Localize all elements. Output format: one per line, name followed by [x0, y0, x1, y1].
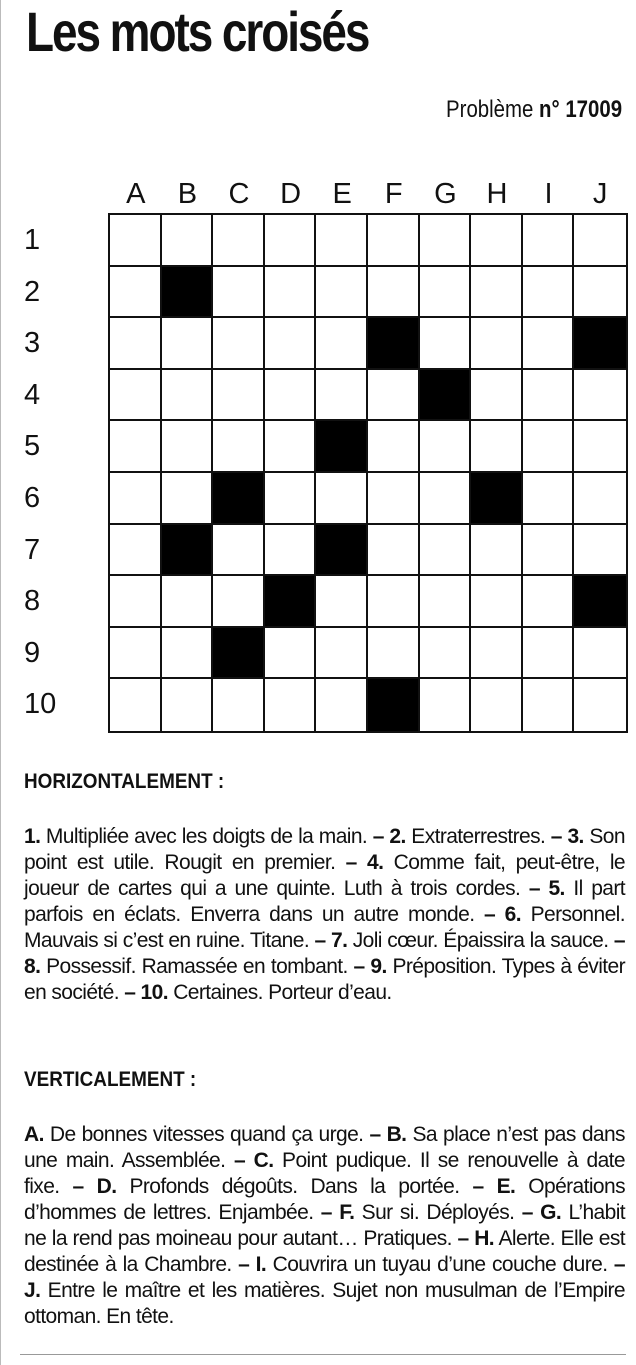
- grid-cell[interactable]: [471, 215, 523, 267]
- grid-cell[interactable]: [316, 267, 368, 319]
- row-label: 3: [24, 327, 41, 360]
- grid-cell-black: [368, 679, 420, 731]
- grid-cell[interactable]: [213, 576, 265, 628]
- grid-cell[interactable]: [574, 370, 626, 422]
- column-label: D: [280, 178, 302, 210]
- grid-cell[interactable]: [574, 215, 626, 267]
- clue-number: 4.: [367, 851, 384, 874]
- column-label: A: [126, 178, 146, 210]
- grid-cell[interactable]: [162, 318, 214, 370]
- grid-cell[interactable]: [316, 318, 368, 370]
- row-label: 8: [24, 585, 41, 618]
- clue-separator: –: [459, 1175, 497, 1198]
- grid-cell[interactable]: [316, 473, 368, 525]
- row-label: 1: [24, 224, 41, 256]
- grid-cell[interactable]: [213, 421, 265, 473]
- clue-separator: –: [367, 825, 390, 848]
- clue-separator: –: [520, 877, 549, 900]
- clue-text: Point pudique. Il se renouvelle à date fixe.: [24, 1149, 625, 1198]
- grid-cell[interactable]: [523, 473, 575, 525]
- row-label: 7: [24, 533, 41, 566]
- clue-number: C.: [253, 1149, 274, 1172]
- grid-cell[interactable]: [471, 421, 523, 473]
- clue-number: 8.: [24, 955, 41, 978]
- grid-cell[interactable]: [368, 576, 420, 628]
- grid-cell[interactable]: [162, 679, 214, 731]
- clue-number: 2.: [389, 825, 406, 848]
- grid-cell[interactable]: [368, 525, 420, 577]
- clue-text: Sa place n’est pas dans une main. Assemblée.: [24, 1123, 625, 1172]
- clue-text: De bonnes vitesses quand ça urge.: [49, 1123, 364, 1146]
- clue-separator: –: [608, 929, 625, 952]
- horizontal-clues: [24, 824, 625, 1006]
- column-label: I: [544, 178, 553, 210]
- grid-cell-black: [162, 267, 214, 319]
- grid-cell-black: [213, 473, 265, 525]
- grid-cell[interactable]: [110, 421, 162, 473]
- grid-cell[interactable]: [471, 525, 523, 577]
- grid-cell-black: [265, 576, 317, 628]
- clue-separator: –: [363, 1123, 387, 1146]
- grid-cell[interactable]: [213, 267, 265, 319]
- clue-number: 3.: [567, 825, 584, 848]
- grid-cell[interactable]: [574, 525, 626, 577]
- column-label: G: [434, 178, 457, 210]
- clue-text: Comme fait, peut-être, le joueur de cartes qui a une quinte. Luth à trois cordes.: [24, 851, 625, 900]
- clue-text: Il part parfois en éclats. Enverra dans un autre monde.: [24, 877, 625, 926]
- grid-cell[interactable]: [523, 628, 575, 680]
- clue-separator: –: [514, 1201, 541, 1224]
- grid-cell[interactable]: [523, 576, 575, 628]
- grid-cell[interactable]: [162, 576, 214, 628]
- grid-cell[interactable]: [110, 318, 162, 370]
- clue-number: 6.: [504, 903, 521, 926]
- grid-cell[interactable]: [574, 628, 626, 680]
- column-label: C: [228, 178, 250, 210]
- grid-cell-black: [420, 370, 472, 422]
- grid-cell[interactable]: [110, 473, 162, 525]
- grid-cell[interactable]: [471, 267, 523, 319]
- grid-cell[interactable]: [265, 267, 317, 319]
- row-label: 10: [24, 688, 57, 721]
- grid-cell[interactable]: [316, 576, 368, 628]
- grid-cell[interactable]: [110, 525, 162, 577]
- grid-cell[interactable]: [574, 473, 626, 525]
- grid-cell[interactable]: [110, 370, 162, 422]
- problem-number-prefix: n°: [538, 96, 560, 123]
- grid-cell[interactable]: [368, 628, 420, 680]
- grid-cell[interactable]: [420, 267, 472, 319]
- clue-text: Opérations d’hommes de lettres. Enjambée.: [24, 1175, 625, 1224]
- clue-separator: –: [335, 851, 368, 874]
- row-label: 5: [24, 430, 41, 463]
- grid-cell[interactable]: [316, 370, 368, 422]
- grid-cell[interactable]: [316, 679, 368, 731]
- grid-cell[interactable]: [110, 576, 162, 628]
- grid-cell[interactable]: [265, 215, 317, 267]
- grid-cell[interactable]: [471, 318, 523, 370]
- row-label: 6: [24, 481, 41, 514]
- grid-cell[interactable]: [110, 267, 162, 319]
- grid-cell[interactable]: [523, 421, 575, 473]
- clue-separator: –: [225, 1149, 254, 1172]
- grid-cell-black: [471, 473, 523, 525]
- grid-cell[interactable]: [523, 525, 575, 577]
- clue-separator: –: [451, 1227, 475, 1250]
- problem-label: Problème: [445, 96, 534, 123]
- grid-cell-black: [162, 525, 214, 577]
- grid-cell[interactable]: [471, 576, 523, 628]
- grid-cell[interactable]: [110, 215, 162, 267]
- clue-separator: –: [313, 1201, 340, 1224]
- clue-separator: –: [231, 1253, 256, 1276]
- grid-cell-black: [574, 318, 626, 370]
- grid-cell[interactable]: [265, 628, 317, 680]
- clue-text: Alerte. Elle est destinée à la Chambre.: [24, 1227, 625, 1276]
- grid-cell[interactable]: [368, 215, 420, 267]
- grid-cell[interactable]: [368, 370, 420, 422]
- grid-cell[interactable]: [471, 679, 523, 731]
- clue-number: J.: [24, 1279, 41, 1302]
- grid-cell[interactable]: [523, 267, 575, 319]
- grid-cell[interactable]: [574, 421, 626, 473]
- grid-cell[interactable]: [523, 679, 575, 731]
- clue-number: E.: [496, 1175, 516, 1198]
- horizontal-heading: HORIZONTALEMENT :: [24, 770, 225, 793]
- clue-separator: –: [545, 825, 568, 848]
- crossword-grid[interactable]: [108, 213, 628, 733]
- grid-cell[interactable]: [213, 525, 265, 577]
- grid-cell[interactable]: [162, 421, 214, 473]
- clue-number: G.: [540, 1201, 562, 1224]
- clue-text: Certaines. Porteur d’eau.: [173, 981, 392, 1004]
- bottom-rule: [20, 1354, 626, 1355]
- clue-number: B.: [386, 1123, 407, 1146]
- grid-cell[interactable]: [162, 370, 214, 422]
- grid-cell[interactable]: [420, 215, 472, 267]
- clue-text: Entre le maître et les matières. Sujet non musulman de l’Empire ottoman. En tête.: [24, 1279, 625, 1328]
- clue-separator: –: [59, 1175, 97, 1198]
- clue-number: 1.: [24, 825, 41, 848]
- clue-text: Son point est utile. Rougit en premier.: [24, 825, 625, 874]
- grid-cell[interactable]: [420, 421, 472, 473]
- grid-cell[interactable]: [574, 267, 626, 319]
- vertical-heading: VERTICALEMENT :: [24, 1068, 197, 1091]
- problem-number: [446, 96, 622, 124]
- clue-number: 5.: [548, 877, 565, 900]
- grid-cell[interactable]: [368, 421, 420, 473]
- grid-cell[interactable]: [316, 215, 368, 267]
- grid-cell[interactable]: [265, 421, 317, 473]
- column-label: H: [486, 178, 508, 210]
- grid-cell[interactable]: [265, 679, 317, 731]
- grid-cell-black: [213, 628, 265, 680]
- grid-cell[interactable]: [213, 215, 265, 267]
- clue-text: L’habit ne la rend pas moineau pour autant… Pratiques.: [24, 1201, 625, 1250]
- grid-cell[interactable]: [420, 679, 472, 731]
- grid-cell-black: [368, 318, 420, 370]
- problem-number-value: 17009: [565, 96, 622, 123]
- column-label: J: [592, 178, 608, 210]
- clue-separator: –: [347, 955, 371, 978]
- clue-text: Sur si. Déployés.: [361, 1201, 515, 1224]
- grid-cell[interactable]: [265, 473, 317, 525]
- clue-separator: –: [474, 903, 505, 926]
- grid-cell[interactable]: [471, 370, 523, 422]
- clue-text: Multipliée avec les doigts de la main.: [45, 825, 368, 848]
- column-labels: [110, 178, 626, 214]
- clue-text: Profonds dégoûts. Dans la portée.: [129, 1175, 460, 1198]
- grid-cell[interactable]: [265, 370, 317, 422]
- clue-text: Possessif. Ramassée en tombant.: [46, 955, 348, 978]
- clue-text: Couvrira un tuyau d’une couche dure.: [272, 1253, 608, 1276]
- clue-number: F.: [339, 1201, 355, 1224]
- grid-cell[interactable]: [110, 628, 162, 680]
- grid-cell[interactable]: [213, 679, 265, 731]
- clue-text: Personnel. Mauvais si c’est en ruine. Titane.: [24, 903, 625, 952]
- grid-cell[interactable]: [162, 215, 214, 267]
- row-label: 2: [24, 275, 41, 308]
- grid-cell[interactable]: [420, 318, 472, 370]
- clue-number: A.: [24, 1123, 44, 1146]
- clue-number: 7.: [330, 929, 348, 952]
- grid-cell[interactable]: [523, 215, 575, 267]
- grid-cell[interactable]: [471, 628, 523, 680]
- grid-cell[interactable]: [265, 525, 317, 577]
- grid-cell-black: [316, 421, 368, 473]
- clue-separator: –: [607, 1253, 625, 1276]
- grid-cell[interactable]: [420, 473, 472, 525]
- grid-cell-black: [316, 525, 368, 577]
- grid-cell[interactable]: [368, 473, 420, 525]
- grid-cell[interactable]: [420, 525, 472, 577]
- grid-cell[interactable]: [265, 318, 317, 370]
- grid-cell[interactable]: [110, 679, 162, 731]
- grid-cell[interactable]: [213, 318, 265, 370]
- left-border-rule: [0, 0, 1, 1365]
- clue-text: Extraterrestres.: [411, 825, 546, 848]
- grid-cell-black: [574, 576, 626, 628]
- grid-cell[interactable]: [523, 370, 575, 422]
- column-label: E: [332, 178, 352, 210]
- grid-cell[interactable]: [162, 473, 214, 525]
- clue-number: D.: [96, 1175, 117, 1198]
- clue-text: Préposition. Types à éviter en société.: [24, 955, 625, 1004]
- column-label: F: [384, 178, 403, 210]
- row-label: 9: [24, 636, 41, 669]
- grid-cell[interactable]: [420, 628, 472, 680]
- vertical-clues: [24, 1122, 625, 1330]
- clue-text: Joli cœur. Épaissira la sauce.: [352, 929, 609, 952]
- clue-separator: –: [118, 981, 141, 1004]
- row-labels: [24, 215, 84, 731]
- clue-number: 9.: [370, 955, 387, 978]
- grid-cell[interactable]: [420, 576, 472, 628]
- clue-separator: –: [309, 929, 331, 952]
- grid-cell[interactable]: [523, 318, 575, 370]
- grid-cell[interactable]: [368, 267, 420, 319]
- clue-number: H.: [474, 1227, 495, 1250]
- grid-cell[interactable]: [162, 628, 214, 680]
- clue-number: 10.: [140, 981, 168, 1004]
- page-title: Les mots croisés: [26, 0, 369, 63]
- row-label: 4: [24, 378, 41, 411]
- grid-cell[interactable]: [316, 628, 368, 680]
- grid-cell[interactable]: [574, 679, 626, 731]
- clue-number: I.: [255, 1253, 267, 1276]
- grid-cell[interactable]: [213, 370, 265, 422]
- column-label: B: [177, 178, 198, 210]
